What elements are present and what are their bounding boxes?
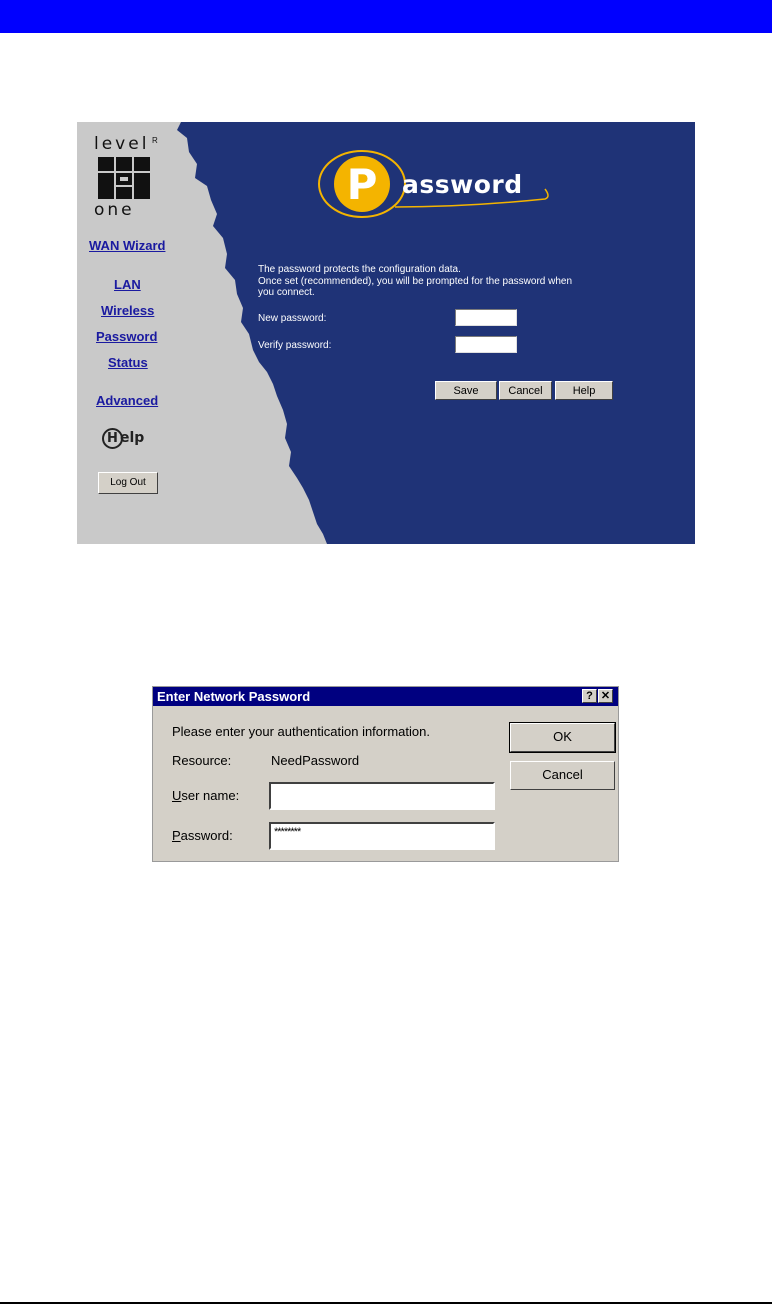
nav-status[interactable]: Status xyxy=(108,355,148,370)
password-input[interactable]: ******** xyxy=(269,822,495,850)
help-logo-text: elp xyxy=(120,430,145,446)
dialog-prompt: Please enter your authentication information. xyxy=(172,724,430,739)
resource-value: NeedPassword xyxy=(271,753,360,768)
username-label-accel: U xyxy=(172,788,182,803)
username-input[interactable] xyxy=(269,782,495,810)
network-password-dialog xyxy=(152,686,619,862)
logo-word-top: level xyxy=(94,134,150,154)
password-title-letter: P xyxy=(346,160,378,209)
description-line-2: Once set (recommended), you will be prompted for the password when xyxy=(258,275,573,287)
help-circle-icon: H xyxy=(102,428,123,449)
verify-password-label: Verify password: xyxy=(258,340,332,351)
description-line-3: you connect. xyxy=(258,287,315,298)
logout-button[interactable]: Log Out xyxy=(98,472,158,494)
nav-wan-wizard[interactable]: WAN Wizard xyxy=(89,238,166,253)
dialog-titlebar[interactable] xyxy=(153,687,618,706)
resource-label: Resource: xyxy=(172,753,232,768)
help-button[interactable]: Help xyxy=(555,381,613,400)
new-password-input[interactable] xyxy=(455,309,517,326)
verify-password-input[interactable] xyxy=(455,336,517,353)
logo-word-bottom: one xyxy=(94,200,135,220)
help-logo-link[interactable] xyxy=(102,428,144,449)
router-password-screen xyxy=(77,122,695,544)
cancel-button[interactable]: Cancel xyxy=(499,381,552,400)
nav-password[interactable]: Password xyxy=(96,329,158,344)
description-line-1: The password protects the configuration data. xyxy=(258,264,461,275)
password-label xyxy=(172,828,233,843)
close-icon[interactable]: ✕ xyxy=(598,689,613,703)
username-label xyxy=(172,788,239,803)
password-description xyxy=(258,264,638,299)
ok-button[interactable]: OK xyxy=(510,723,615,752)
password-label-text: assword: xyxy=(180,828,233,843)
nav-lan[interactable]: LAN xyxy=(114,277,141,292)
header-bar xyxy=(0,0,772,33)
save-button[interactable]: Save xyxy=(435,381,497,400)
levelone-logo xyxy=(94,134,158,220)
logo-grid-icon xyxy=(98,157,150,199)
logo-registered-mark: R xyxy=(152,136,158,145)
nav-wireless[interactable]: Wireless xyxy=(101,303,155,318)
dialog-title: Enter Network Password xyxy=(157,689,311,704)
new-password-label: New password: xyxy=(258,313,327,324)
password-title-word: assword xyxy=(402,170,523,199)
bottom-rule xyxy=(0,1302,772,1304)
dialog-cancel-button[interactable]: Cancel xyxy=(510,761,615,790)
help-question-icon[interactable]: ? xyxy=(582,689,597,703)
password-label-accel: P xyxy=(172,828,181,843)
nav-advanced[interactable]: Advanced xyxy=(96,393,159,408)
username-label-text: ser name: xyxy=(181,788,240,803)
